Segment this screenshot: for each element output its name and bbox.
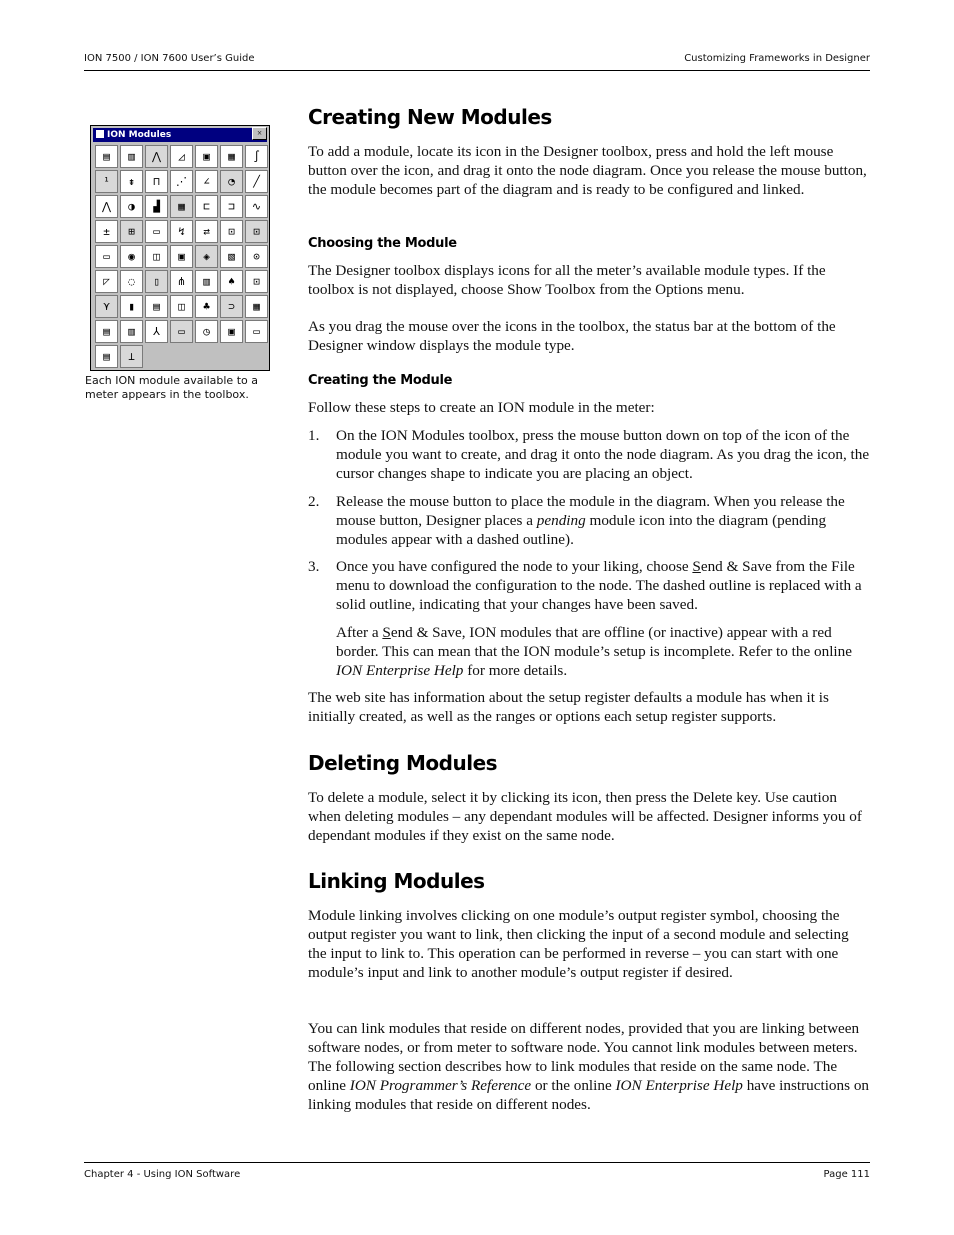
module-icon: ⊞ xyxy=(120,220,143,243)
linking-paragraph-2: You can link modules that reside on different nodes, provided that you are linking between software nodes, or from meter to software node. You cannot link modules between meters. The following section describes how to link modules that reside on the same node. The online ION Programmer’s Reference or the online ION Enterprise Help have instructions on linking modules that reside on different nodes. xyxy=(308,1020,870,1113)
step-2-text: Release the mouse button to place the module in the diagram. When you release the mouse button, Designer places a pending module icon into the diagram (pending modules appear with a dashed outline). xyxy=(336,493,845,548)
module-icon: ⋀ xyxy=(145,145,168,168)
module-icon: ⋰ xyxy=(170,170,193,193)
module-icon: ⋀ xyxy=(95,195,118,218)
deleting-paragraph: To delete a module, select it by clicking its icon, then press the Delete key. Use caution when deleting modules – any dependant modules will be affected. Designer informs you of dependant modules if they exist on the same node. xyxy=(308,789,862,844)
module-icon: ⇟ xyxy=(120,170,143,193)
module-icon: ∠ xyxy=(195,170,218,193)
step-2-number: 2. xyxy=(308,493,320,510)
module-icon: ▤ xyxy=(95,345,118,368)
step-1-text: On the ION Modules toolbox, press the mouse button down on top of the icon of the module you want to create, and drag it onto the node diagram. As you drag the icon, the cursor changes shape to indicate you are placing an object. xyxy=(336,427,870,482)
module-icon: ▭ xyxy=(170,320,193,343)
module-icon: ⇄ xyxy=(195,220,218,243)
footer-left: Chapter 4 - Using ION Software xyxy=(84,1169,241,1180)
module-icon: ▥ xyxy=(120,320,143,343)
footer-right: Page 111 xyxy=(823,1169,870,1180)
module-icon: ◫ xyxy=(145,245,168,268)
toolbox-title-bar xyxy=(93,128,267,142)
module-icon: ▤ xyxy=(145,295,168,318)
module-icon: ▥ xyxy=(120,145,143,168)
module-icon: ▧ xyxy=(220,245,243,268)
module-icon: ◉ xyxy=(120,245,143,268)
module-icon: ◿ xyxy=(170,145,193,168)
module-icon: ◈ xyxy=(195,245,218,268)
module-icon: ◌ xyxy=(120,270,143,293)
heading-creating-the-module: Creating the Module xyxy=(308,373,453,388)
close-icon: × xyxy=(252,127,267,140)
module-icon: ∫ xyxy=(245,145,268,168)
heading-creating-new-modules: Creating New Modules xyxy=(308,105,552,129)
module-icon: ⊙ xyxy=(245,245,268,268)
module-icon: ▭ xyxy=(145,220,168,243)
module-icon: ⊐ xyxy=(220,195,243,218)
creating-intro: To add a module, locate its icon in the Designer toolbox, press and hold the left mouse button over the icon, and drag it onto the node diagram. Once you release the mouse button, the module becomes part of the diagram and is ready to be configured and linked. xyxy=(308,143,867,198)
figure-caption: Each ION module available to a meter appears in the toolbox. xyxy=(85,374,258,401)
module-icon: ▦ xyxy=(220,145,243,168)
module-icon: ◸ xyxy=(95,270,118,293)
module-icon: ▯ xyxy=(145,270,168,293)
module-icon: ◷ xyxy=(195,320,218,343)
step-3-text: Once you have configured the node to your liking, choose Send & Save from the File menu to download the configuration to the node. The dashed outline is replaced with a solid outline, indicating that your changes have been saved. xyxy=(336,558,862,613)
module-icon: ↯ xyxy=(170,220,193,243)
module-icon: ¹ xyxy=(95,170,118,193)
module-icon: ▣ xyxy=(220,320,243,343)
module-icon: ▦ xyxy=(245,295,268,318)
module-icon: ◫ xyxy=(170,295,193,318)
module-icon: ⊡ xyxy=(245,220,268,243)
toolbox-title: ION Modules xyxy=(107,130,172,140)
module-icon: ▣ xyxy=(195,145,218,168)
heading-choosing-the-module: Choosing the Module xyxy=(308,236,457,251)
module-icon: ◔ xyxy=(220,170,243,193)
module-icon: ▮ xyxy=(120,295,143,318)
module-icon: ∿ xyxy=(245,195,268,218)
module-icon: ♣ xyxy=(195,295,218,318)
running-header-left: ION 7500 / ION 7600 User’s Guide xyxy=(84,53,255,64)
running-header-right: Customizing Frameworks in Designer xyxy=(684,53,870,64)
step-3-number: 3. xyxy=(308,558,320,575)
module-icon: ⊡ xyxy=(245,270,268,293)
module-icon: ▣ xyxy=(170,245,193,268)
module-icon: ⊓ xyxy=(145,170,168,193)
module-icon: ▤ xyxy=(95,320,118,343)
module-icon: ⊏ xyxy=(195,195,218,218)
footer-rule xyxy=(84,1162,870,1163)
header-rule xyxy=(84,70,870,71)
choosing-paragraph-1: The Designer toolbox displays icons for all the meter’s available module types. If the toolbox is not displayed, choose Show Toolbox from the Options menu. xyxy=(308,262,826,298)
module-icon: ⊃ xyxy=(220,295,243,318)
module-icon: ▭ xyxy=(95,245,118,268)
module-icon: ▟ xyxy=(145,195,168,218)
web-site-paragraph: The web site has information about the setup register defaults a module has when it is initially created, as well as the ranges or options each setup register supports. xyxy=(308,689,829,725)
module-icon: ▤ xyxy=(95,145,118,168)
step-3-note-text: After a Send & Save, ION modules that are offline (or inactive) appear with a red border. This can mean that the ION module’s setup is incomplete. Refer to the online ION Enterprise Help for more details. xyxy=(336,624,852,679)
module-icon: ⋔ xyxy=(170,270,193,293)
module-icon: ⅄ xyxy=(145,320,168,343)
module-icon: ◑ xyxy=(120,195,143,218)
module-icon: ▭ xyxy=(245,320,268,343)
module-icon: ⊥ xyxy=(120,345,143,368)
module-icon: ▥ xyxy=(195,270,218,293)
module-icon: ⋎ xyxy=(95,295,118,318)
module-icon: ± xyxy=(95,220,118,243)
window-menu-icon xyxy=(96,130,104,138)
linking-paragraph-1: Module linking involves clicking on one module’s output register symbol, choosing the output register you want to link, then clicking the input of a second module and selecting the input to link to. This operation can be performed in reverse – you can start with one module’s input and link to another module’s output register if desired. xyxy=(308,907,849,981)
heading-linking-modules: Linking Modules xyxy=(308,869,485,893)
module-icon: ⊡ xyxy=(220,220,243,243)
module-icon: ▦ xyxy=(170,195,193,218)
heading-deleting-modules: Deleting Modules xyxy=(308,751,498,775)
creating-lead: Follow these steps to create an ION module in the meter: xyxy=(308,399,655,416)
module-icon: ╱ xyxy=(245,170,268,193)
step-1-number: 1. xyxy=(308,427,320,444)
module-icon: ♠ xyxy=(220,270,243,293)
ion-modules-toolbox xyxy=(90,125,270,371)
choosing-paragraph-2: As you drag the mouse over the icons in the toolbox, the status bar at the bottom of the Designer window displays the module type. xyxy=(308,318,836,354)
